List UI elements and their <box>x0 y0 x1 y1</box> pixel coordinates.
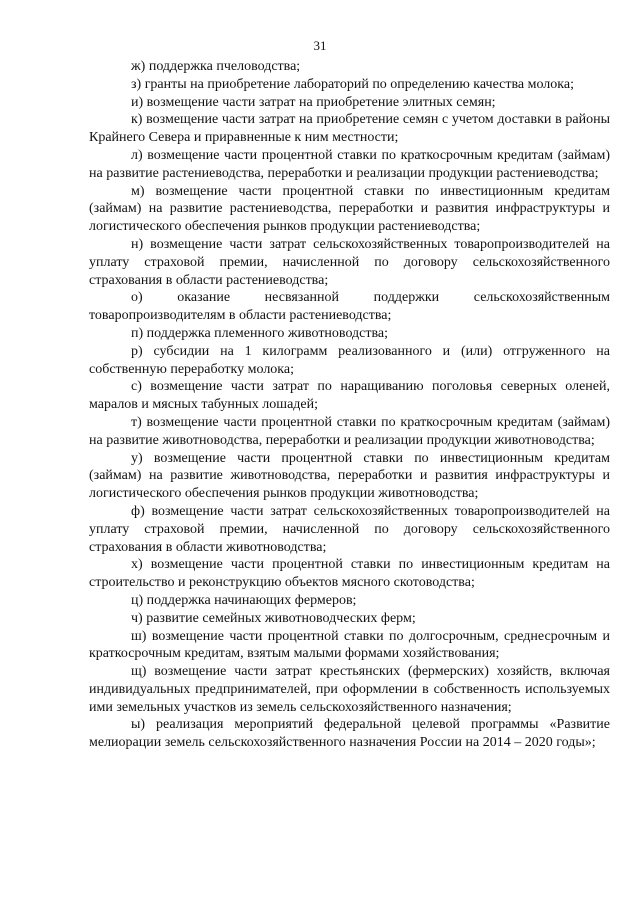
list-item: с) возмещение части затрат по наращиванию поголовья северных оленей, маралов и мясных табунных лошадей; <box>89 379 610 413</box>
page-number: 31 <box>313 38 327 53</box>
list-item: р) субсидии на 1 килограмм реализованного и (или) отгруженного на собственную переработку молока; <box>89 343 610 377</box>
list-item: ж) поддержка пчеловодства; <box>131 59 301 74</box>
list-item: и) возмещение части затрат на приобретение элитных семян; <box>131 94 496 110</box>
list-item: щ) возмещение части затрат крестьянских (фермерских) хозяйств, включая индивидуальных предпринимателей, при оформлении в собственность используемых ими земельных участков из земель сельскохозяйственного назначения; <box>89 664 610 715</box>
list-item: ш) возмещение части процентной ставки по долгосрочным, среднесрочным и краткосрочным кредитам, взятым малыми формами хозяйствования; <box>89 628 610 662</box>
document-body <box>89 58 610 752</box>
list-item: о) оказание несвязанной поддержки сельскохозяйственным товаропроизводителям в области растениеводства; <box>89 290 610 324</box>
list-item: ф) возмещение части затрат сельскохозяйственных товаропроизводителей на уплату страховой премии, начисленной по договору сельскохозяйственного страхования в области животноводства; <box>89 503 610 555</box>
list-item: л) возмещение части процентной ставки по краткосрочным кредитам (займам) на развитие растениеводства, переработки и реализации продукции растениеводства; <box>89 147 610 181</box>
list-item: х) возмещение части процентной ставки по инвестиционным кредитам на строительство и реконструкцию объектов мясного скотоводства; <box>89 557 610 591</box>
list-item: ч) развитие семейных животноводческих ферм; <box>131 610 416 626</box>
list-item: ы) реализация мероприятий федеральной целевой программы «Развитие мелиорации земель сельскохозяйственного назначения России на 2014 – 2020 годы»; <box>89 717 610 751</box>
list-item: у) возмещение части процентной ставки по инвестиционным кредитам (займам) на развитие животноводства, переработки и развития инфраструктуры и логистического обеспечения рынков продукции животноводства; <box>89 450 610 502</box>
list-item: з) гранты на приобретение лабораторий по определению качества молока; <box>131 76 574 92</box>
list-item: т) возмещение части процентной ставки по краткосрочным кредитам (займам) на развитие животноводства, переработки и реализации продукции животноводства; <box>89 414 610 448</box>
list-item: п) поддержка племенного животноводства; <box>131 325 389 341</box>
list-item: ц) поддержка начинающих фермеров; <box>131 592 357 608</box>
list-item: н) возмещение части затрат сельскохозяйственных товаропроизводителей на уплату страховой премии, начисленной по договору сельскохозяйственного страхования в области растениеводства; <box>89 236 610 288</box>
list-item: м) возмещение части процентной ставки по инвестиционным кредитам (займам) на развитие растениеводства, переработки и развития инфраструктуры и логистического обеспечения рынков продукции растениеводства; <box>89 183 610 235</box>
list-item: к) возмещение части затрат на приобретение семян с учетом доставки в районы Крайнего Севера и приравненные к ним местности; <box>89 112 610 146</box>
